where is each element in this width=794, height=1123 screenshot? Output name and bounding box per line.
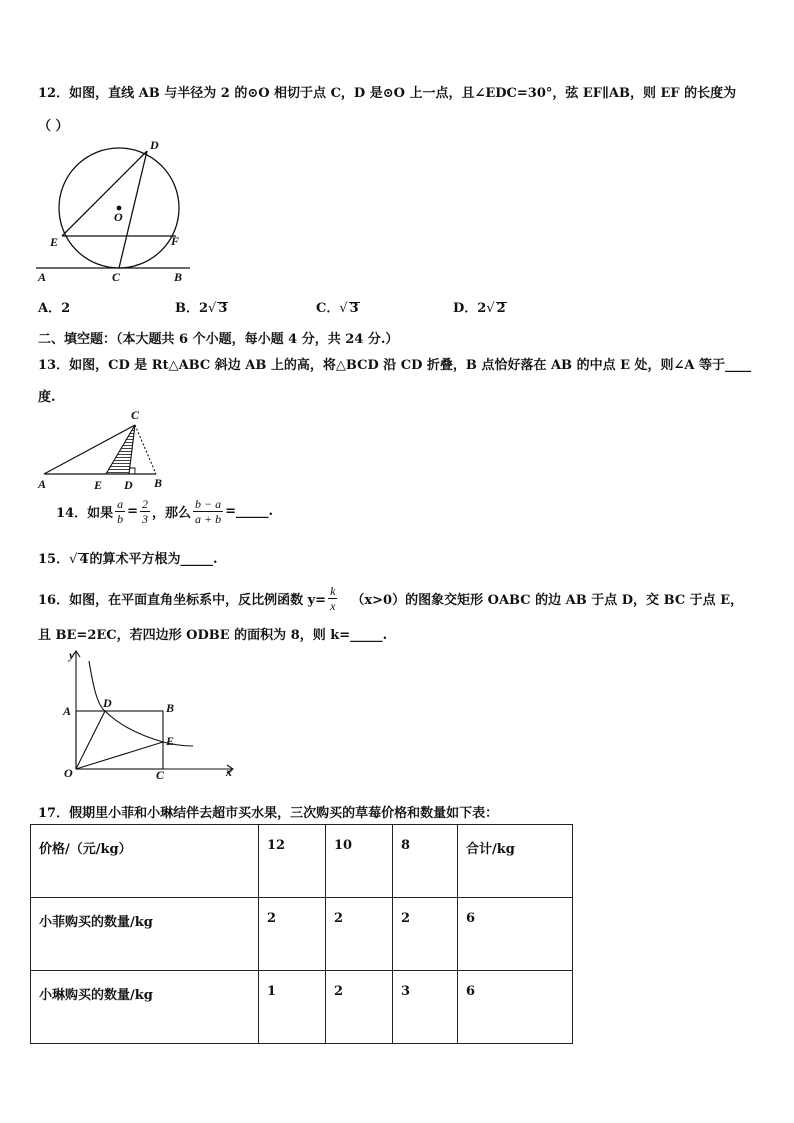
label-a: A <box>38 270 47 284</box>
q16-text-a: 16．如图，在平面直角坐标系中，反比例函数 y= <box>38 593 327 608</box>
segment-dc <box>119 151 147 268</box>
table-cell: 2 <box>326 898 393 971</box>
q14-prefix: 14．如果 <box>56 506 114 521</box>
label-y: y <box>69 648 75 662</box>
option-letter: B． <box>175 301 199 316</box>
segment-oe <box>76 742 163 769</box>
equals-sign: = <box>127 504 138 519</box>
table-cell: 10 <box>326 825 393 898</box>
table-cell: 3 <box>393 971 458 1044</box>
option-radicand: 2 <box>496 301 506 316</box>
q13-stem-line1: 13．如图，CD 是 Rt△ABC 斜边 AB 上的高，将△BCD 沿 CD 折叠，B 点恰好落在 AB 的中点 E 处，则∠A 等于____ <box>38 358 752 373</box>
option-letter: A． <box>38 301 62 316</box>
denominator: a + b <box>195 512 222 526</box>
q13-stem-line2: 度. <box>38 390 56 405</box>
label-x: x <box>226 765 232 779</box>
option-letter: C． <box>316 301 340 316</box>
label-c: C <box>112 270 121 284</box>
q14-mid-text: ，那么 <box>152 506 192 521</box>
label-b: B <box>166 701 175 715</box>
segment-cb-dashed <box>135 425 156 474</box>
q15-stem: 15．√ 4的算术平方根为_____. <box>38 552 218 567</box>
fraction-expression <box>193 497 223 526</box>
numerator: k <box>330 584 336 598</box>
numerator: a <box>117 497 124 511</box>
table-cell: 6 <box>458 971 573 1044</box>
label-b: B <box>154 476 163 490</box>
q13-triangle-figure <box>30 405 180 493</box>
label-o: O <box>114 210 123 224</box>
label-d: D <box>103 696 112 710</box>
q14-stem <box>56 497 273 526</box>
table-cell: 1 <box>259 971 326 1044</box>
option-coef: 2 <box>199 301 209 316</box>
denominator: x <box>330 599 336 613</box>
option-radicand: 3 <box>349 301 359 316</box>
table-row <box>31 825 573 898</box>
option-coef: 2 <box>477 301 487 316</box>
table-cell: 6 <box>458 898 573 971</box>
q12-option-b: B．2√ 3 <box>175 301 228 316</box>
q16-coordinate-figure <box>55 645 240 785</box>
q15-suffix: 的算术平方根为_____. <box>89 552 218 567</box>
option-radicand: 3 <box>218 301 228 316</box>
segment-ed <box>62 151 147 236</box>
option-value: 2 <box>61 301 71 316</box>
q16-stem-line2: 且 BE=2EC，若四边形 ODBE 的面积为 8，则 k=_____. <box>38 628 388 643</box>
label-b: B <box>174 270 183 284</box>
table-cell: 2 <box>259 898 326 971</box>
rectangle-oabc <box>76 711 163 769</box>
table-cell: 2 <box>326 971 393 1044</box>
q12-stem-line2: （ ） <box>38 119 69 134</box>
label-a: A <box>38 477 47 491</box>
label-a: A <box>63 704 72 718</box>
label-e: E <box>50 235 59 249</box>
segment-od <box>76 711 105 769</box>
label-f: F <box>171 234 180 248</box>
label-c: C <box>131 408 140 422</box>
table-cell: 2 <box>393 898 458 971</box>
q15-radicand: 4 <box>79 552 89 567</box>
q12-stem-line1: 12．如图，直线 AB 与半径为 2 的⊙O 相切于点 C，D 是⊙O 上一点，且∠EDC=30°，弦 EF∥AB，则 EF 的长度为 <box>38 86 737 101</box>
table-cell: 12 <box>259 825 326 898</box>
label-d: D <box>150 138 159 152</box>
table-row <box>31 971 573 1044</box>
q14-blank: =_____. <box>225 504 274 519</box>
option-letter: D． <box>453 301 478 316</box>
denominator: b <box>117 512 124 526</box>
table-cell: 合计/kg <box>458 825 573 898</box>
q17-table <box>30 824 573 1044</box>
q16-text-b: （x>0）的图象交矩形 OABC 的边 AB 于点 D，交 BC 于点 E， <box>351 593 744 608</box>
fraction-k-over-x <box>328 584 337 613</box>
table-row <box>31 898 573 971</box>
label-d: D <box>124 478 133 492</box>
numerator: b − a <box>195 497 222 511</box>
fraction-2-over-3 <box>140 497 150 526</box>
label-e: E <box>166 734 175 748</box>
q12-circle-figure <box>30 135 200 285</box>
table-cell: 价格/（元/kg） <box>31 825 259 898</box>
label-c: C <box>156 768 165 782</box>
table-cell: 8 <box>393 825 458 898</box>
table-cell: 小菲购买的数量/kg <box>31 898 259 971</box>
numerator: 2 <box>142 497 148 511</box>
q12-option-c: C．√ 3 <box>316 301 359 316</box>
q16-stem-line1 <box>38 584 743 613</box>
label-o: O <box>64 766 73 780</box>
q12-option-a <box>38 297 70 316</box>
q17-stem: 17．假期里小菲和小琳结伴去超市买水果，三次购买的草莓价格和数量如下表： <box>38 806 499 821</box>
table-cell: 小琳购买的数量/kg <box>31 971 259 1044</box>
section-title: 二、填空题：（本大题共 6 个小题，每小题 4 分，共 24 分.） <box>38 332 399 347</box>
fraction-a-over-b <box>115 497 125 526</box>
q12-option-d: D．2√ 2 <box>453 301 506 316</box>
label-e: E <box>94 478 103 492</box>
q15-prefix: 15． <box>38 552 70 567</box>
denominator: 3 <box>142 512 148 526</box>
